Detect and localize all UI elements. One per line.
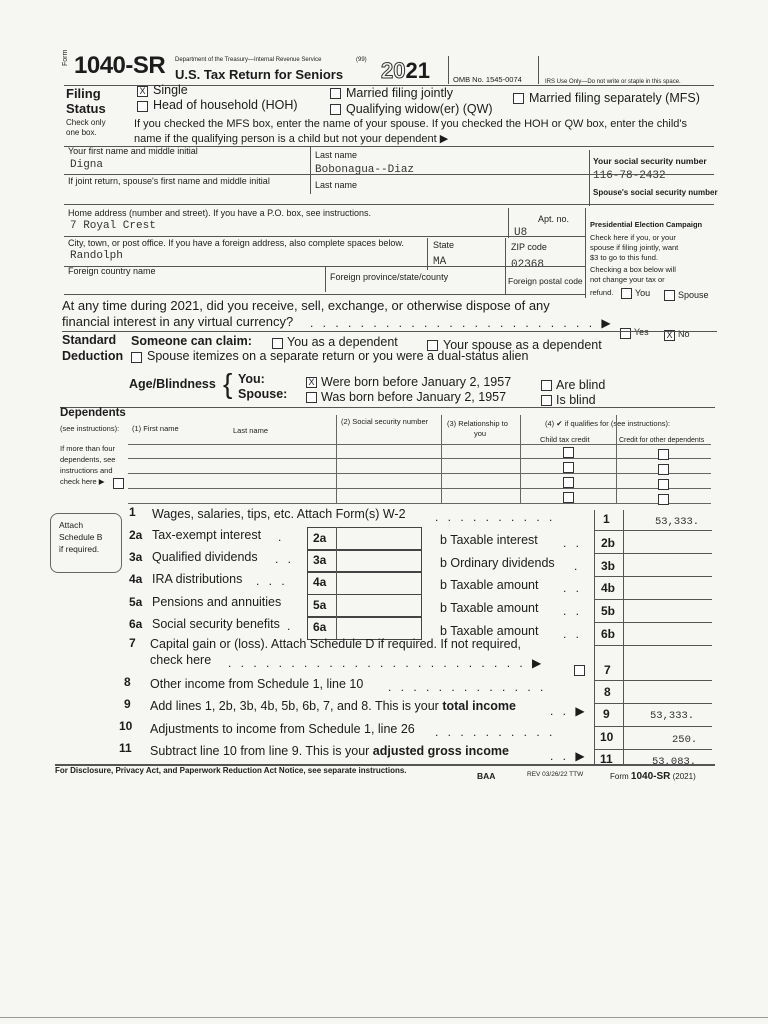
- spouse-itemizes-checkbox[interactable]: [131, 352, 142, 363]
- foreign-country-label: Foreign country name: [68, 266, 156, 276]
- line-2b-box-number: 2b: [601, 536, 616, 550]
- mfj-checkbox[interactable]: [330, 88, 341, 99]
- line-5b-dots: . .: [563, 604, 583, 618]
- line-2a-box-number: 2a: [313, 531, 327, 545]
- home-address-field[interactable]: 7 Royal Crest: [70, 220, 156, 232]
- dependents-heading: Dependents: [60, 407, 126, 419]
- virtual-dots: . . . . . . . . . . . . . . . . . . . . . . . ▶: [310, 316, 614, 330]
- mfj-label: Married filing jointly: [346, 86, 453, 100]
- you-born-before-label: Were born before January 2, 1957: [321, 375, 512, 389]
- line-6b-box-number: 6b: [601, 627, 616, 641]
- line-5a-box-number: 5a: [313, 598, 327, 612]
- campaign-title: Presidential Election Campaign: [590, 220, 703, 229]
- line-6a-box-number: 6a: [313, 620, 327, 634]
- dependents-col-first: (1) First name: [132, 424, 179, 433]
- line-4a-number: 4a: [129, 572, 143, 586]
- you-blind-label: Are blind: [556, 378, 606, 392]
- campaign-you-label: You: [635, 288, 651, 298]
- standard-deduction-heading: Standard: [62, 333, 117, 347]
- campaign-text-5: not change your tax or: [590, 275, 665, 284]
- spouse-born-before-label: Was born before January 2, 1957: [321, 390, 507, 404]
- line-1-dots: . . . . . . . . . .: [435, 510, 556, 524]
- line-3a-box-number: 3a: [313, 553, 327, 567]
- zip-field[interactable]: 02368: [511, 259, 545, 271]
- line-3a-text: Qualified dividends: [152, 550, 258, 564]
- mfs-checkbox[interactable]: [513, 93, 524, 104]
- dependents-col-relationship-2: you: [474, 429, 487, 438]
- line-8-dots: . . . . . . . . . . . . .: [388, 680, 547, 694]
- dependent-1-odc-checkbox[interactable]: [658, 449, 669, 460]
- line-4b-text: b Taxable amount: [440, 578, 539, 592]
- qw-label: Qualifying widow(er) (QW): [346, 102, 493, 116]
- age-spouse-label: Spouse:: [238, 387, 288, 401]
- campaign-text-1: Check here if you, or your: [590, 233, 676, 242]
- spouse-itemizes-label: Spouse itemizes on a separate return or you were a dual-status alien: [147, 349, 529, 363]
- campaign-spouse-label: Spouse: [678, 290, 709, 300]
- line-10-amount[interactable]: 250.: [672, 734, 698, 746]
- foreign-postal-label: Foreign postal code: [508, 276, 583, 286]
- line-2a-dots: .: [278, 530, 285, 544]
- attach-line-1: Attach: [59, 520, 84, 530]
- first-name-label: Your first name and middle initial: [68, 146, 198, 156]
- spouse-blind-checkbox[interactable]: [541, 395, 552, 406]
- standard-deduction-heading-2: Deduction: [62, 349, 124, 363]
- line-11-amount[interactable]: 53,083.: [652, 756, 697, 768]
- apt-field[interactable]: U8: [514, 227, 528, 239]
- line-3a-dots: . .: [275, 552, 295, 566]
- more-dependents-checkbox[interactable]: [113, 478, 124, 489]
- line-8-number: 8: [124, 675, 131, 689]
- line-1-box-number: 1: [603, 512, 610, 526]
- footer-rev: REV 03/26/22 TTW: [527, 771, 584, 778]
- attach-line-3: if required.: [59, 544, 100, 554]
- dependents-col-last: Last name: [233, 426, 269, 435]
- footer-notice: For Disclosure, Privacy Act, and Paperwork Reduction Act Notice, see separate instructions.: [55, 766, 407, 775]
- dependents-col-odc: Credit for other dependents: [619, 437, 705, 444]
- filing-status-heading-2: Status: [66, 101, 106, 116]
- line-4b-dots: . .: [563, 581, 583, 595]
- dependent-2-odc-checkbox[interactable]: [658, 464, 669, 475]
- dependents-col-relationship: (3) Relationship to: [447, 419, 508, 428]
- line-4a-box-number: 4a: [313, 575, 327, 589]
- filing-status-heading: Filing: [66, 86, 101, 101]
- campaign-text-3: $3 to go to this fund.: [590, 253, 658, 262]
- filing-status-note-2: one box.: [66, 128, 97, 137]
- form-title: U.S. Tax Return for Seniors: [175, 67, 344, 82]
- campaign-you-checkbox[interactable]: [621, 288, 632, 299]
- footer-form-word: Form: [610, 772, 629, 781]
- attach-line-2: Schedule B: [59, 532, 103, 542]
- line-9-text: [150, 699, 516, 713]
- first-name-field[interactable]: Digna: [70, 159, 104, 171]
- spouse-dependent-label: Your spouse as a dependent: [443, 338, 602, 352]
- line-1-number: 1: [129, 505, 136, 519]
- line-6b-text: b Taxable amount: [440, 624, 539, 638]
- state-field[interactable]: MA: [433, 256, 447, 268]
- spouse-blind-label: Is blind: [556, 393, 596, 407]
- line-9-text-plain: Add lines 1, 2b, 3b, 4b, 5b, 6b, 7, and 8. This is your: [150, 699, 439, 713]
- virtual-currency-question-2: financial interest in any virtual currency?: [62, 314, 294, 329]
- dependents-col-ssn: (2) Social security number: [341, 417, 429, 426]
- ssn-label: Your social security number: [593, 156, 707, 166]
- you-dependent-checkbox[interactable]: [272, 338, 283, 349]
- campaign-spouse-checkbox[interactable]: [664, 290, 675, 301]
- single-checkbox[interactable]: X: [137, 86, 148, 97]
- zip-label: ZIP code: [511, 242, 547, 252]
- filing-status-instruction: If you checked the MFS box, enter the name of your spouse. If you checked the HOH or QW box, enter the child's: [134, 118, 687, 130]
- campaign-text-6: refund.: [590, 288, 614, 297]
- irs-use-only: IRS Use Only—Do not write or staple in this space.: [545, 79, 681, 85]
- line-9-dots: . . ▶: [550, 704, 588, 718]
- home-address-label: Home address (number and street). If you have a P.O. box, see instructions.: [68, 208, 371, 218]
- line-11-dots: . . ▶: [550, 749, 588, 763]
- dependent-3-odc-checkbox[interactable]: [658, 479, 669, 490]
- attach-schedule-b-note: [50, 513, 122, 573]
- filing-status-note: Check only: [66, 118, 106, 127]
- spouse-last-name-label: Last name: [315, 180, 358, 190]
- city-field[interactable]: Randolph: [70, 250, 123, 262]
- line-6a-number: 6a: [129, 617, 143, 631]
- line-3b-box-number: 3b: [601, 559, 616, 573]
- line-3a-number: 3a: [129, 550, 143, 564]
- you-blind-checkbox[interactable]: [541, 380, 552, 391]
- line-6a-text: Social security benefits: [152, 617, 280, 631]
- line-9-number: 9: [124, 697, 131, 711]
- line-5a-number: 5a: [129, 595, 143, 609]
- line-11-text: [150, 744, 509, 758]
- virtual-yes-label: Yes: [634, 327, 649, 337]
- dependents-see: (see instructions):: [60, 424, 120, 433]
- tax-year-suffix: 21: [405, 58, 430, 83]
- department-code: (99): [356, 57, 367, 63]
- you-dependent-label: You as a dependent: [287, 335, 398, 349]
- dependents-note-4: check here ▶: [60, 477, 105, 486]
- line-7-text: Capital gain or (loss). Attach Schedule D if required. If not required,: [150, 637, 522, 651]
- hoh-label: Head of household (HOH): [153, 98, 298, 112]
- line-7-number: 7: [129, 636, 136, 650]
- age-you-label: You:: [238, 372, 265, 386]
- spouse-ssn-label: Spouse's social security number: [593, 188, 718, 197]
- spouse-first-name-label: If joint return, spouse's first name and middle initial: [68, 176, 270, 186]
- campaign-text-4: Checking a box below will: [590, 265, 676, 274]
- dependents-col-ctc: Child tax credit: [540, 435, 590, 444]
- line-2a-text: Tax-exempt interest: [152, 528, 262, 542]
- dependent-1-ctc-checkbox[interactable]: [563, 447, 574, 458]
- last-name-field[interactable]: Bobonagua--Diaz: [315, 164, 415, 176]
- qw-checkbox[interactable]: [330, 104, 341, 115]
- line-11-text-bold: adjusted gross income: [372, 744, 509, 758]
- state-label: State: [433, 240, 455, 250]
- line-9-text-bold: total income: [442, 699, 516, 713]
- campaign-text-2: spouse if filing jointly, want: [590, 243, 679, 252]
- mfs-label: Married filing separately (MFS): [529, 91, 700, 105]
- tax-year-prefix: 20: [381, 58, 406, 83]
- age-blindness-heading: Age/Blindness: [129, 377, 216, 391]
- dependent-4-ctc-checkbox[interactable]: [563, 492, 574, 503]
- line-7-checkbox[interactable]: [574, 665, 585, 676]
- line-6a-dots: .: [287, 619, 294, 633]
- line-5b-box-number: 5b: [601, 604, 616, 618]
- form-number: 1040-SR: [74, 52, 166, 79]
- line-7-box-number: 7: [604, 663, 611, 677]
- line-10-text: Adjustments to income from Schedule 1, line 26: [150, 722, 415, 736]
- virtual-currency-question: At any time during 2021, did you receive, sell, exchange, or otherwise dispose of any: [62, 298, 550, 313]
- line-4a-text: IRA distributions: [152, 572, 243, 586]
- last-name-label: Last name: [315, 150, 358, 160]
- omb-number: OMB No. 1545-0074: [453, 75, 522, 84]
- line-4b-box-number: 4b: [601, 581, 616, 595]
- department-text: Department of the Treasury—Internal Revenue Service: [175, 57, 322, 63]
- virtual-no-label: No: [678, 329, 690, 339]
- someone-can-claim: Someone can claim:: [131, 334, 252, 348]
- dependents-note-2: dependents, see: [60, 455, 116, 464]
- ssn-field[interactable]: 116-78-2432: [593, 170, 666, 182]
- city-label: City, town, or post office. If you have a foreign address, also complete spaces below.: [68, 238, 404, 248]
- spouse-born-before-checkbox[interactable]: [306, 392, 317, 403]
- you-born-before-checkbox[interactable]: X: [306, 377, 317, 388]
- foreign-province-label: Foreign province/state/county: [330, 272, 449, 282]
- age-brace: {: [223, 368, 233, 399]
- tax-year: [381, 58, 430, 84]
- dependents-col-qualifies: (4) ✔ if qualifies for (see instructions):: [545, 419, 671, 428]
- form-label: Form: [62, 49, 69, 66]
- line-7-text-2: check here: [150, 653, 212, 667]
- line-2b-dots: . .: [563, 536, 583, 550]
- line-1-amount[interactable]: 53,333.: [655, 516, 700, 528]
- dependents-note-3: instructions and: [60, 466, 113, 475]
- line-11-text-plain: Subtract line 10 from line 9. This is your: [150, 744, 370, 758]
- dependent-4-odc-checkbox[interactable]: [658, 494, 669, 505]
- line-9-box-number: 9: [603, 707, 610, 721]
- line-10-box-number: 10: [600, 730, 614, 744]
- line-7-dots: . . . . . . . . . . . . . . . . . . . . . . . . ▶: [228, 656, 545, 670]
- line-8-box-number: 8: [604, 685, 611, 699]
- virtual-yes-checkbox[interactable]: [620, 328, 631, 339]
- line-3b-dots: .: [574, 559, 581, 573]
- virtual-no-checkbox[interactable]: X: [664, 330, 675, 341]
- line-4a-dots: . . .: [256, 574, 288, 588]
- line-9-amount[interactable]: 53,333.: [650, 710, 695, 722]
- line-1-text: Wages, salaries, tips, etc. Attach Form(s) W-2: [152, 507, 406, 521]
- line-10-number: 10: [119, 719, 133, 733]
- hoh-checkbox[interactable]: [137, 101, 148, 112]
- line-6b-dots: . .: [563, 627, 583, 641]
- line-3b-text: b Ordinary dividends: [440, 556, 555, 570]
- line-2a-number: 2a: [129, 528, 143, 542]
- footer-form-number: 1040-SR: [630, 771, 671, 782]
- filing-status-instruction-2: name if the qualifying person is a child but not your dependent ▶: [134, 133, 449, 145]
- single-label: Single: [153, 83, 188, 97]
- footer-baa: BAA: [477, 771, 496, 781]
- dependent-3-ctc-checkbox[interactable]: [563, 477, 574, 488]
- line-11-box-number: 11: [600, 752, 613, 766]
- apt-label: Apt. no.: [538, 214, 570, 224]
- line-5a-text: Pensions and annuities: [152, 595, 282, 609]
- dependents-note-1: If more than four: [60, 444, 116, 453]
- line-11-number: 11: [119, 741, 132, 755]
- footer-form-id: [610, 771, 696, 782]
- line-10-dots: . . . . . . . . . .: [435, 725, 556, 739]
- line-5b-text: b Taxable amount: [440, 601, 539, 615]
- footer-form-year: (2021): [672, 772, 696, 781]
- line-2b-text: b Taxable interest: [440, 533, 538, 547]
- line-8-text: Other income from Schedule 1, line 10: [150, 677, 364, 691]
- dependent-2-ctc-checkbox[interactable]: [563, 462, 574, 473]
